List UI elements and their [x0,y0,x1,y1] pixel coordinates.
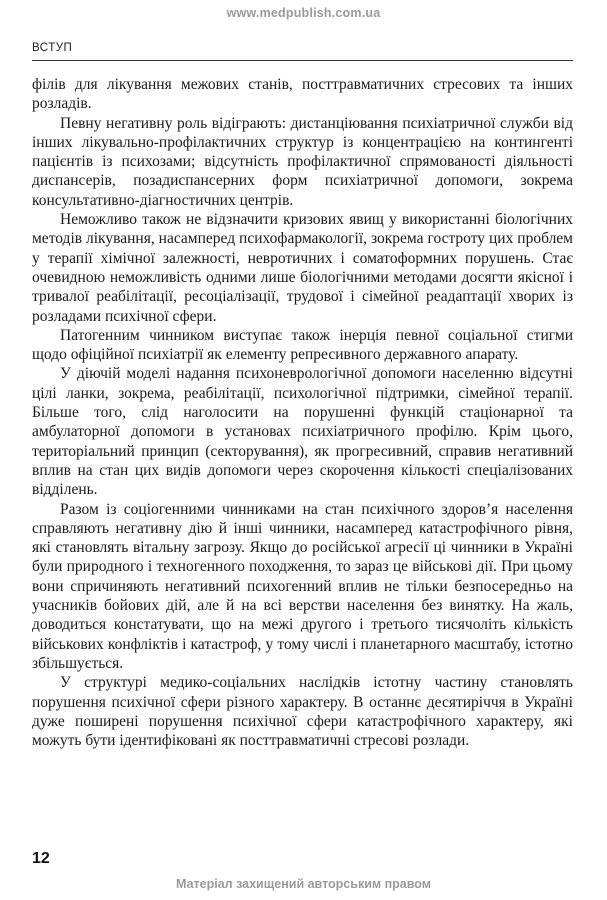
page-number: 12 [32,850,50,867]
paragraph: Разом із соціогенними чинниками на стан психічного здоров’я населення справляють негативну дію й інші чинники, насамперед катастрофічного рівня, які становлять вітальну загрозу. Якщо до російської агресії ці чинники в Україні були природного і техногенного походження, то зараз це військові дії. При цьому вони спричиняють негативний психогенний вплив не тільки безпосередньо на учасників бойових дій, але й на всі верстви населення без винятку. На жаль, доводиться констатувати, що на межі другого і третього тисячоліть кількість військових конфліктів і катастроф, у тому числі і планетарного масштабу, істотно збільшується. [32,500,573,672]
watermark-top: www.medpublish.com.ua [226,6,381,20]
watermark-bottom: Матеріал захищений авторським правом [176,877,431,891]
header-rule [32,60,573,61]
paragraph: Певну негативну роль відіграють: дистанціювання психіатричної служби від інших лікувально-профілактичних структур із концентрацією на контингенті пацієнтів із психозами; відсутність профілактичної спрямованості діяльності диспансерів, позадиспансерних форм психіатричної допомоги, зокрема консультативно-діагностичних центрів. [32,114,573,209]
paragraph: Патогенним чинником виступає також інерція певної соціальної стигми щодо офіційної психіатрії як елементу репресивного державного апарату. [32,326,573,364]
paragraph: У структурі медико-соціальних наслідків істотну частину становлять порушення психічної сфери різного характеру. В останнє десятиріччя в Україні дуже поширені порушення психічної сфери катастрофічного характеру, які можуть бути ідентифіковані як посттравматичні стресові розлади. [32,674,573,750]
paragraph-continuation: філів для лікування межових станів, посттравматичних стресових та інших розладів. [32,76,573,113]
paragraph: У діючій моделі надання психоневрологічної допомоги населенню відсутні цілі ланки, зокрема, реабілітації, психологічної підтримки, сімейної терапії. Більше того, слід наголосити на порушенні функцій стаціонарної та амбулаторної допомоги в установах психіатричного профілю. Крім цього, територіальний принцип (секторування), як прогресивний, справив негативний вплив на стан цих видів допомоги через скорочення кількості спеціалізованих відділень. [32,365,573,499]
body-text [32,75,573,750]
paragraph: Неможливо також не відзначити кризових явищ у використанні біологічних методів лікування, насамперед психофармакології, зокрема гостроту цих проблем у терапії хімічної залежності, невротичних і соматоформних порушень. Стає очевидною неможливість одними лише біологічними методами досягти якісної і тривалої реабілітації, ресоціалізації, трудової і сімейної реадаптації хворих із розладами психічної сфери. [32,211,573,325]
running-head: ВСТУП [32,42,73,54]
